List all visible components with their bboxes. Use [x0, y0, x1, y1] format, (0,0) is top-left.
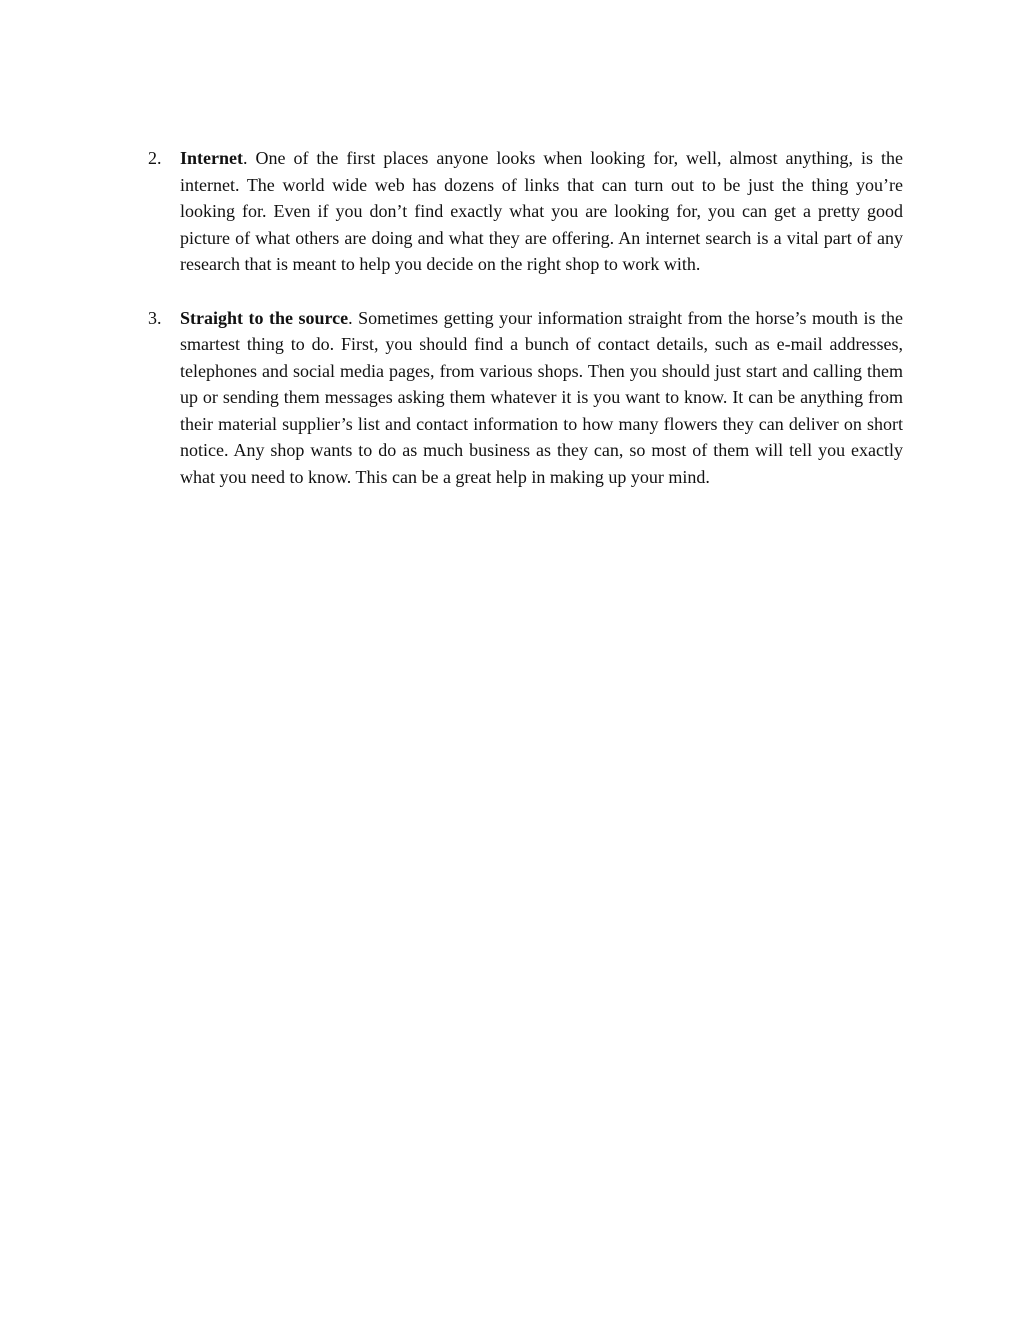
list-item: [148, 305, 903, 491]
list-item-text: . One of the first places anyone looks when looking for, well, almost anything, is the internet. The world wide web has dozens of links that can turn out to be just the thing you’re looking for. Even if you don’t find exactly what you are looking for, you can get a pretty good picture of what others are doing and what they are offering. An internet search is a vital part of any research that is meant to help you decide on the right shop to work with.: [180, 148, 903, 274]
list-item: [148, 145, 903, 278]
numbered-list: [148, 145, 903, 517]
list-item-paragraph: [180, 145, 903, 278]
list-item-paragraph: [180, 305, 903, 491]
list-item-heading: Internet: [180, 148, 243, 168]
list-item-heading: Straight to the source: [180, 307, 349, 328]
list-item-text: . Sometimes getting your information straight from the horse’s mouth is the smartest thing to do. First, you should find a bunch of contact details, such as e-mail addresses, telephones and social media pages, from various shops. Then you should just start and calling them up or sending them messages asking them whatever it is you want to know. It can be anything from their material supplier’s list and contact information to how many flowers they can deliver on short notice. Any shop wants to do as much business as they can, so most of them will tell you exactly what you need to know. This can be a great help in making up your mind.: [180, 307, 903, 487]
list-item-number: 3.: [148, 307, 162, 328]
list-item-number: 2.: [148, 148, 162, 168]
